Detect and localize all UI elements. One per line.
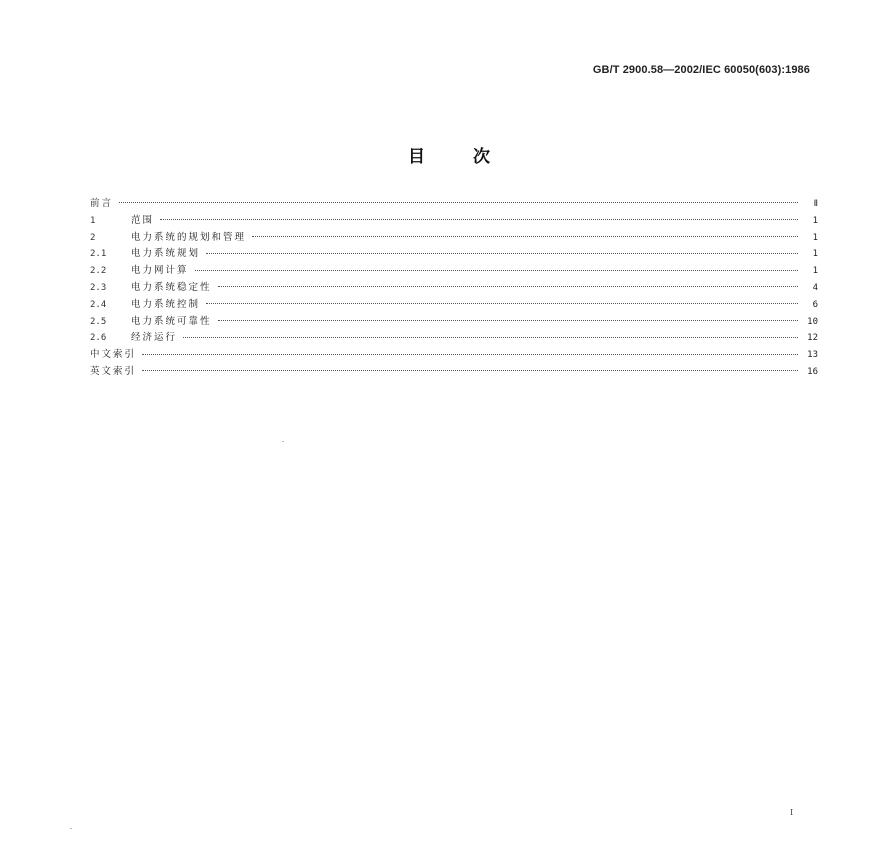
toc-entry-reliability[interactable]: [90, 314, 818, 331]
standard-code: GB/T 2900.58—2002/IEC 60050(603):1986: [592, 64, 810, 76]
toc-entry-label: 电力系统可靠性: [131, 315, 212, 327]
toc-entry-chinese-index[interactable]: [90, 347, 818, 364]
dot-leader: [183, 336, 798, 338]
toc-entry-label: 电力系统稳定性: [131, 281, 212, 293]
scan-speck: [282, 441, 284, 442]
toc-entry-foreword[interactable]: [90, 196, 818, 213]
toc-entry-page: 1: [812, 266, 818, 277]
toc-entry-page: Ⅱ: [813, 199, 818, 209]
toc-entry-label: 电力系统的规划和管理: [131, 231, 247, 243]
toc-entry-number: 2.4: [90, 299, 107, 310]
toc-entry-english-index[interactable]: [90, 364, 818, 381]
toc-entry-page: 12: [807, 333, 818, 344]
dot-leader: [142, 353, 798, 355]
toc-entry-label: 英文索引: [90, 365, 137, 377]
toc-entry-scope[interactable]: [90, 213, 818, 230]
toc-entry-label: 经济运行: [131, 332, 178, 344]
dot-leader: [218, 319, 798, 321]
toc-entry-page: 6: [812, 299, 818, 310]
toc-entry-label: 电力网计算: [131, 265, 189, 277]
toc-entry-label: 电力系统控制: [131, 298, 201, 310]
toc-entry-number: 2.3: [90, 282, 107, 293]
toc-entry-label: 前言: [90, 198, 114, 209]
toc-entry-planning-management[interactable]: [90, 230, 818, 247]
dot-leader: [142, 369, 798, 371]
toc-entry-label: 中文索引: [90, 349, 137, 361]
dot-leader: [206, 302, 798, 304]
table-of-contents: [90, 196, 818, 381]
toc-entry-page: 10: [807, 316, 818, 327]
toc-entry-page: 1: [812, 232, 818, 243]
dot-leader: [252, 235, 798, 237]
toc-entry-label: 电力系统规划: [131, 248, 201, 260]
toc-entry-page: 4: [812, 282, 818, 293]
page-number: I: [790, 808, 794, 817]
toc-entry-control[interactable]: [90, 297, 818, 314]
toc-entry-page: 1: [812, 215, 818, 226]
toc-entry-number: 2.5: [90, 316, 107, 327]
toc-entry-label: 范围: [131, 214, 155, 226]
toc-entry-number: 2.6: [90, 333, 107, 344]
toc-entry-number: 2: [90, 232, 96, 243]
dot-leader: [218, 285, 798, 287]
scan-speck: [70, 828, 72, 829]
toc-title: 目次: [408, 147, 538, 167]
dot-leader: [160, 218, 798, 220]
toc-entry-page: 1: [812, 249, 818, 260]
dot-leader: [206, 252, 798, 254]
toc-entry-stability[interactable]: [90, 280, 818, 297]
toc-entry-number: 2.2: [90, 266, 107, 277]
toc-entry-page: 16: [807, 366, 818, 377]
toc-entry-number: 2.1: [90, 249, 107, 260]
toc-entry-system-planning[interactable]: [90, 246, 818, 263]
toc-entry-network-calculation[interactable]: [90, 263, 818, 280]
dot-leader: [119, 201, 798, 203]
dot-leader: [195, 269, 798, 271]
toc-entry-number: 1: [90, 215, 96, 226]
toc-entry-economic-operation[interactable]: [90, 330, 818, 347]
toc-entry-page: 13: [807, 350, 818, 361]
